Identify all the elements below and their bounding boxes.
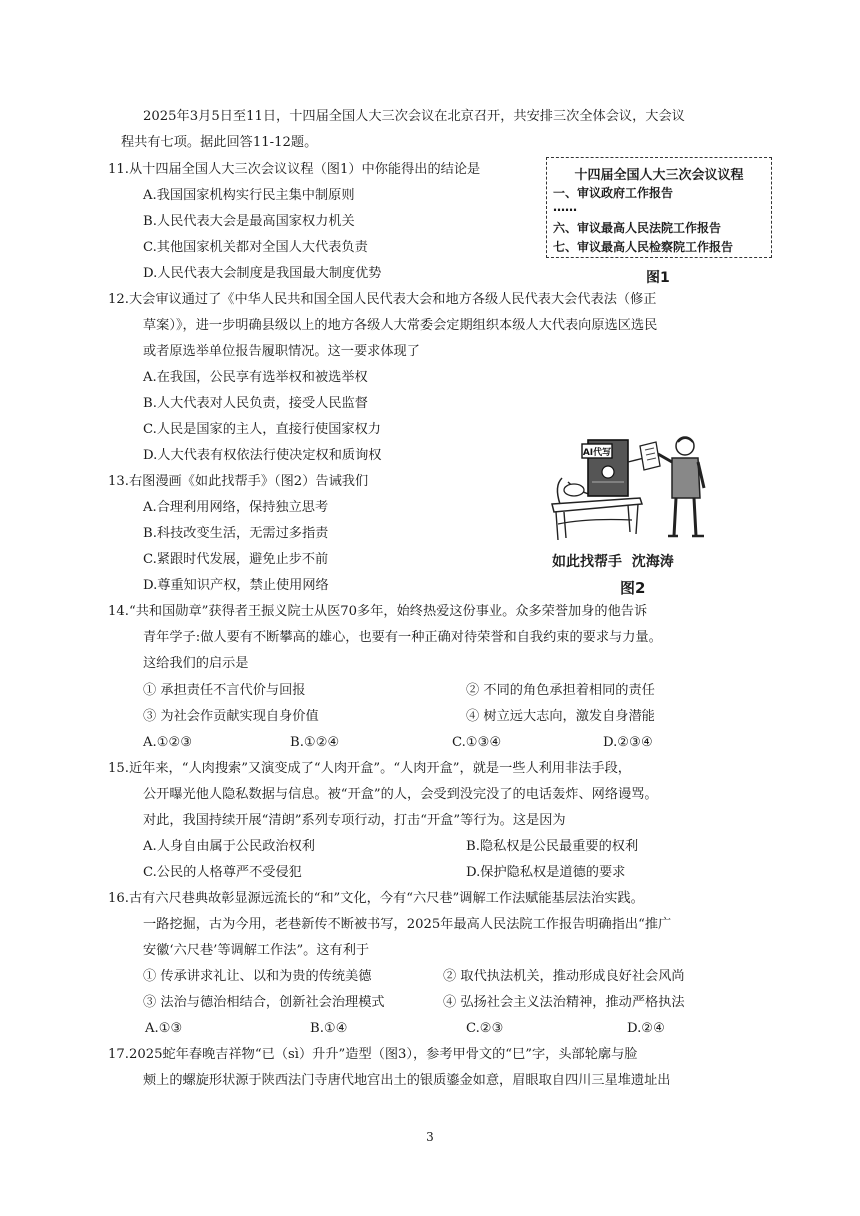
q11-option-b: B.人民代表大会是最高国家权力机关 [143,214,355,229]
q13-option-b: B.科技改变生活，无需过多指责 [143,526,329,541]
q17-stem-2: 颊上的螺旋形状源于陕西法门寺唐代地宫出土的银质鎏金如意，眉眼取自四川三星堆遗址出 [143,1073,671,1088]
q16-item-3: ③ 法治与德治相结合，创新社会治理模式 [143,995,385,1010]
q16-stem-3: 安徽‘六尺巷’等调解工作法”。这有利于 [143,943,370,958]
q14-option-a: A.①②③ [143,735,193,750]
q12-stem-2: 草案）》，进一步明确县级以上的地方各级人大常委会定期组织本级人大代表向原选区选民 [143,318,658,333]
q16-stem-2: 一路挖掘，古为今用，老巷新传不断被书写，2025年最高人民法院工作报告明确指出“推广 [143,917,672,932]
figure-1-caption: 图1 [646,270,670,286]
q13-stem: 13.右图漫画《如此找帮手》（图2）告诫我们 [108,474,369,489]
q17-stem-1: 17.2025蛇年春晚吉祥物“已（sì）升升”造型（图3），参考甲骨文的“巳”字，头部轮廓与脸 [108,1047,638,1062]
figure-1-row-1: 一、审议政府工作报告 [553,186,674,200]
figure-1-row-2: …… [553,200,577,214]
desk-drawing [552,498,642,540]
q14-stem-1: 14.“共和国勋章”获得者王振义院士从医70多年，始终热爱这份事业。众多荣誉加身的他告诉 [108,604,648,619]
q14-option-c: C.①③④ [452,735,502,750]
q12-stem-1: 12.大会审议通过了《中华人民共和国全国人民代表大会和地方各级人民代表大会代表法（修正 [108,292,657,307]
figure-2-caption-title [552,551,674,571]
q14-item-1: ① 承担责任不言代价与回报 [143,683,306,698]
figure-1-row-4: 七、审议最高人民检察院工作报告 [553,240,734,254]
q14-item-2: ② 不同的角色承担着相同的责任 [466,683,655,698]
cartoon-title: 如此找帮手 [552,554,622,570]
q15-option-d: D.保护隐私权是道德的要求 [466,865,626,880]
figure-2-caption: 图2 [620,579,646,597]
q11-option-c: C.其他国家机关都对全国人大代表负责 [143,240,368,255]
q14-stem-3: 这给我们的启示是 [143,656,249,671]
standing-man-drawing [658,437,704,536]
q12-option-c: C.人民是国家的主人，直接行使国家权力 [143,422,381,437]
q16-option-c: C.②③ [466,1021,504,1036]
figure-2-cartoon [548,432,718,544]
q16-option-a: A.①③ [145,1021,183,1036]
intro-line-1: 2025年3月5日至11日，十四届全国人大三次会议在北京召开，共安排三次全体会议，大会议 [143,109,685,124]
q16-item-4: ④ 弘扬社会主义法治精神，推动严格执法 [443,995,685,1010]
q13-option-a: A.合理利用网络，保持独立思考 [143,500,329,515]
q16-stem-1: 16.古有六尺巷典故彰显源远流长的“和”文化，今有“六尺巷”调解工作法赋能基层法治实践。 [108,891,644,906]
figure-1-agenda-box [546,157,772,258]
q14-option-d: D.②③④ [603,735,653,750]
q12-option-a: A.在我国，公民享有选举权和被选举权 [143,370,368,385]
q16-item-1: ① 传承讲求礼让、以和为贵的传统美德 [143,969,372,984]
q14-stem-2: 青年学子:做人要有不断攀高的雄心，也要有一种正确对待荣誉和自我约束的要求与力量。 [143,630,662,645]
q14-item-4: ④ 树立远大志向，激发自身潜能 [466,709,655,724]
q11-option-d: D.人民代表大会制度是我国最大制度优势 [143,266,382,281]
ai-robot-box [582,440,644,496]
q16-item-2: ② 取代执法机关，推动形成良好社会风尚 [443,969,685,984]
paper-drawing [640,442,660,470]
q15-option-a: A.人身自由属于公民政治权利 [143,839,315,854]
q13-option-c: C.紧跟时代发展，避免止步不前 [143,552,329,567]
cartoon-author: 沈海涛 [631,554,674,570]
q14-option-b: B.①②④ [290,735,340,750]
q15-stem-2: 公开曝光他人隐私数据与信息。被“开盒”的人，会受到没完没了的电话轰炸、网络谩骂。 [143,787,658,802]
page-number: 3 [426,1130,434,1144]
figure-1-row-3: 六、审议最高人民法院工作报告 [553,221,722,235]
intro-line-2: 程共有七项。据此回答11-12题。 [121,135,318,150]
q14-item-3: ③ 为社会作贡献实现自身价值 [143,709,319,724]
q12-stem-3: 或者原选举单位报告履职情况。这一要求体现了 [143,344,420,359]
q15-stem-1: 15.近年来，“人肉搜索”又演变成了“人肉开盒”。“人肉开盒”，就是一些人利用非法手段， [108,761,631,776]
q11-stem: 11.从十四届全国人大三次会议议程（图1）中你能得出的结论是 [108,162,481,177]
q13-option-d: D.尊重知识产权，禁止使用网络 [143,578,329,593]
q11-option-a: A.我国国家机构实行民主集中制原则 [143,188,355,203]
q12-option-b: B.人大代表对人民负责，接受人民监督 [143,396,368,411]
q15-stem-3: 对此，我国持续开展“清朗”系列专项行动，打击“开盒”等行为。这是因为 [143,813,566,828]
ai-box-label: AI代写 [582,448,612,458]
q15-option-c: C.公民的人格尊严不受侵犯 [143,865,302,880]
figure-1-title: 十四届全国人大三次会议议程 [574,168,744,183]
q16-option-b: B.①④ [310,1021,348,1036]
q16-option-d: D.②④ [627,1021,665,1036]
q15-option-b: B.隐私权是公民最重要的权利 [466,839,639,854]
q12-option-d: D.人大代表有权依法行使决定权和质询权 [143,448,382,463]
